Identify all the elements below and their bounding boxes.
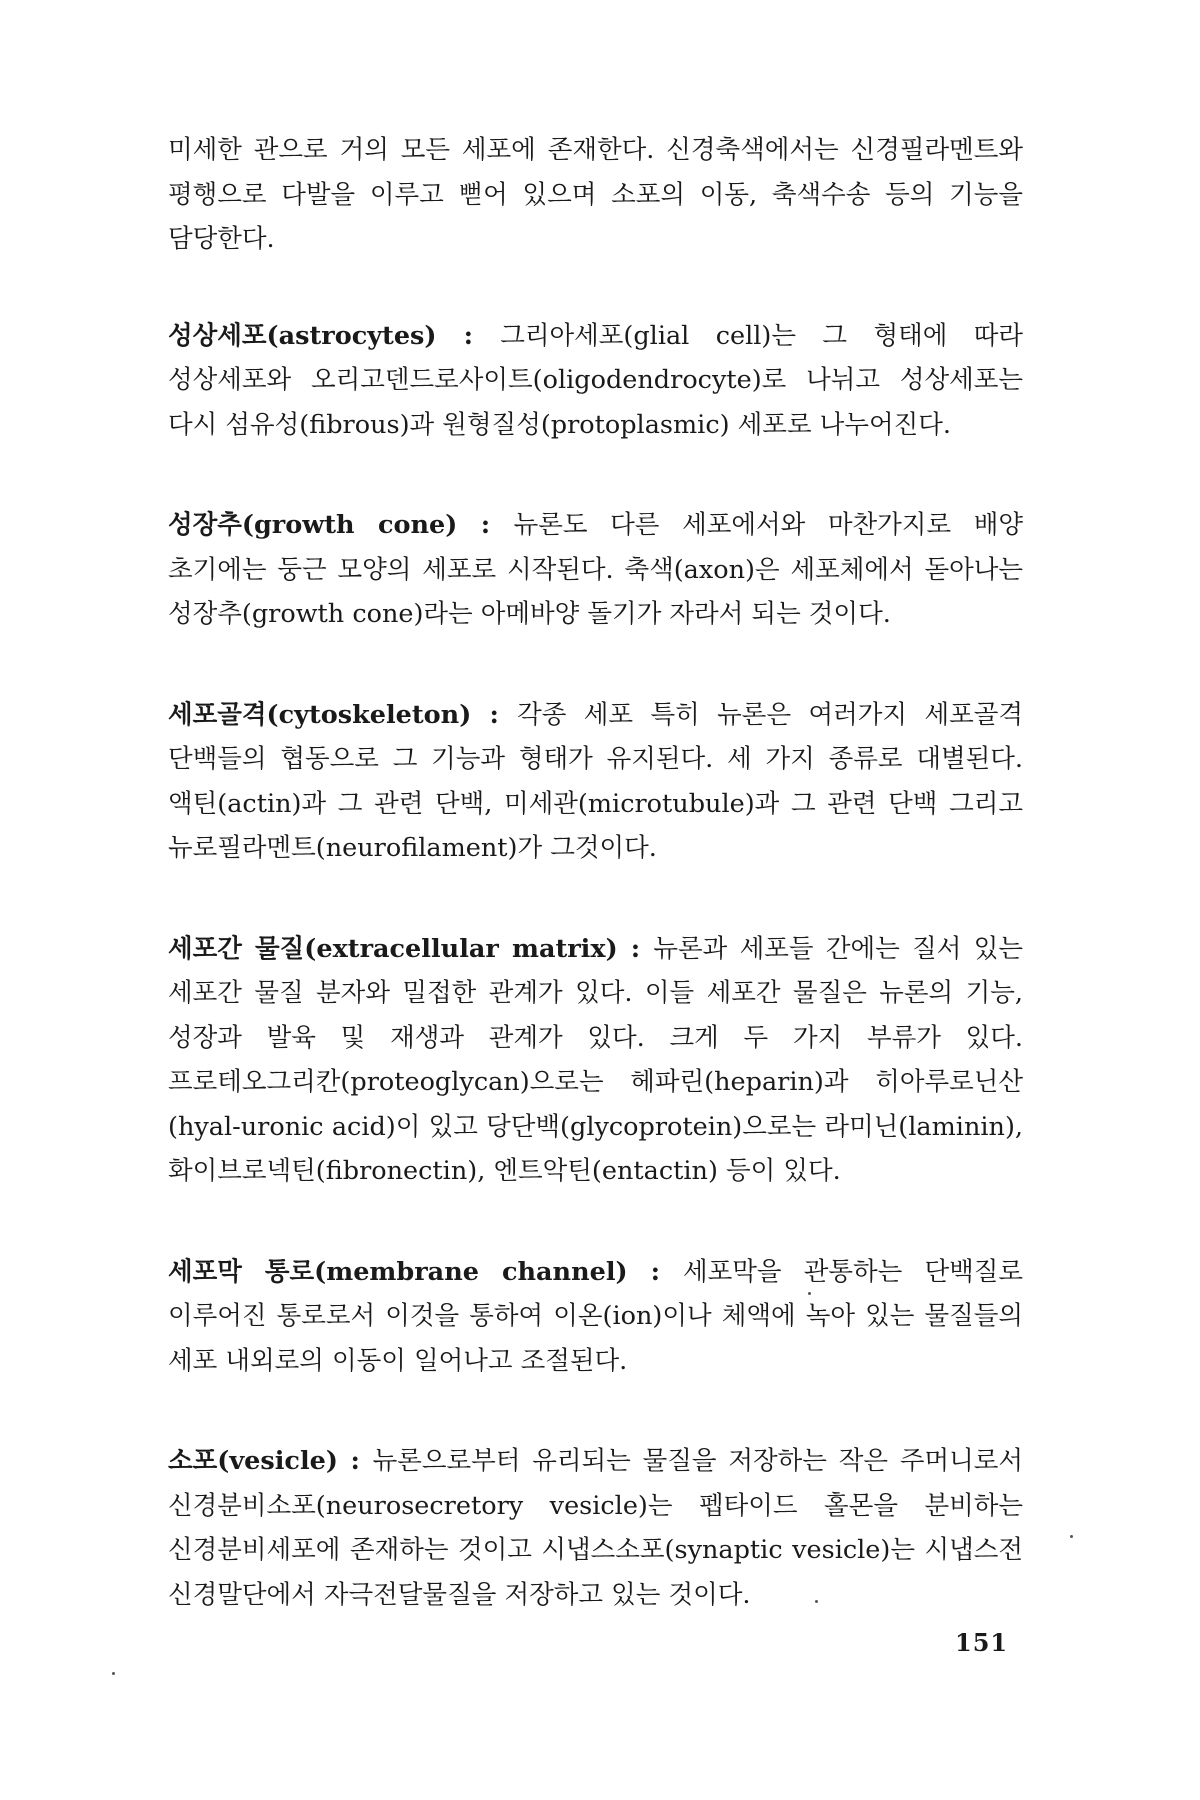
glossary-paragraph-cytoskeleton [168,693,1023,871]
glossary-paragraph-growth-cone [168,503,1023,637]
glossary-paragraph-astrocytes [168,314,1023,448]
glossary-term: 성상세포(astrocytes) : [168,320,501,351]
glossary-term: 성장추(growth cone) : [168,510,514,540]
glossary-paragraph-vesicle [168,1439,1023,1617]
glossary-definition: 뉴론으로부터 유리되는 물질을 저장하는 작은 주머니로서 신경분비소포(neurosecretory vesicle)는 펩타이드 홀몬을 분비하는 신경분비세포에 존재하는 것이고 시냅스소포(synaptic vesicle)는 시냅스전 신경말단에서 자극전달물질을 저장하고 있는 것이다. [168,1446,1023,1610]
glossary-paragraph-membrane-channel [168,1250,1023,1384]
glossary-term: 소포(vesicle) : [168,1446,373,1476]
glossary-definition: 그리아세포(glial cell)는 그 형태에 따라 성상세포와 오리고덴드로사이트(oligodendrocyte)로 나뉘고 성상세포는 다시 섬유성(fibrous)과 원형질성(protoplasmic) 세포로 나누어진다. [168,320,1024,440]
glossary-definition: 미세한 관으로 거의 모든 세포에 존재한다. 신경축색에서는 신경필라멘트와 평행으로 다발을 이루고 뻗어 있으며 소포의 이동, 축색수송 등의 기능을 담당한다. [168,135,1023,254]
glossary-definition: 세포막을 관통하는 단백질로 이루어진 통로로서 이것을 통하여 이온(ion)이나 체액에 녹아 있는 물질들의 세포 내외로의 이동이 일어나고 조절된다. [168,1256,1023,1376]
glossary-paragraph-microtubule-continued [168,128,1023,262]
glossary-paragraph-extracellular-matrix [168,927,1023,1194]
glossary-definition: 뉴론도 다른 세포에서와 마찬가지로 배양 초기에는 둥근 모양의 세포로 시작된다. 축색(axon)은 세포체에서 돋아나는 성장추(growth cone)라는 아메바양 돌기가 자라서 되는 것이다. [168,510,1024,629]
glossary-definition: 뉴론과 세포들 간에는 질서 있는 세포간 물질 분자와 밀접한 관계가 있다. 이들 세포간 물질은 뉴론의 기능, 성장과 발육 및 재생과 관계가 있다. 크게 두 가지 부류가 있다. 프로테오그리칸(proteoglycan)으로는 헤파린(heparin)과 히아루로닌산(hyal-uronic acid)이 있고 당단백(glycoprotein)으로는 라미닌(laminin), 화이브로넥틴(fibronectin), 엔트악틴(entactin) 등이 있다. [168,933,1023,1186]
glossary-term: 세포간 물질(extracellular matrix) : [168,933,654,964]
scan-speck [1070,1535,1073,1538]
scan-speck [808,1292,811,1295]
glossary-term: 세포골격(cytoskeleton) : [168,699,518,730]
glossary-definition: 각종 세포 특히 뉴론은 여러가지 세포골격 단백들의 협동으로 그 기능과 형태가 유지된다. 세 가지 종류로 대별된다. 액틴(actin)과 그 관련 단백, 미세관(microtubule)과 그 관련 단백 그리고 뉴로필라멘트(neurofilament)가 그것이다. [168,699,1023,863]
scan-speck [112,1672,115,1675]
page-number: 151 [955,1628,1009,1657]
glossary-term: 세포막 통로(membrane channel) : [168,1256,683,1287]
scan-speck [815,1600,818,1603]
glossary-text [168,128,1023,1673]
